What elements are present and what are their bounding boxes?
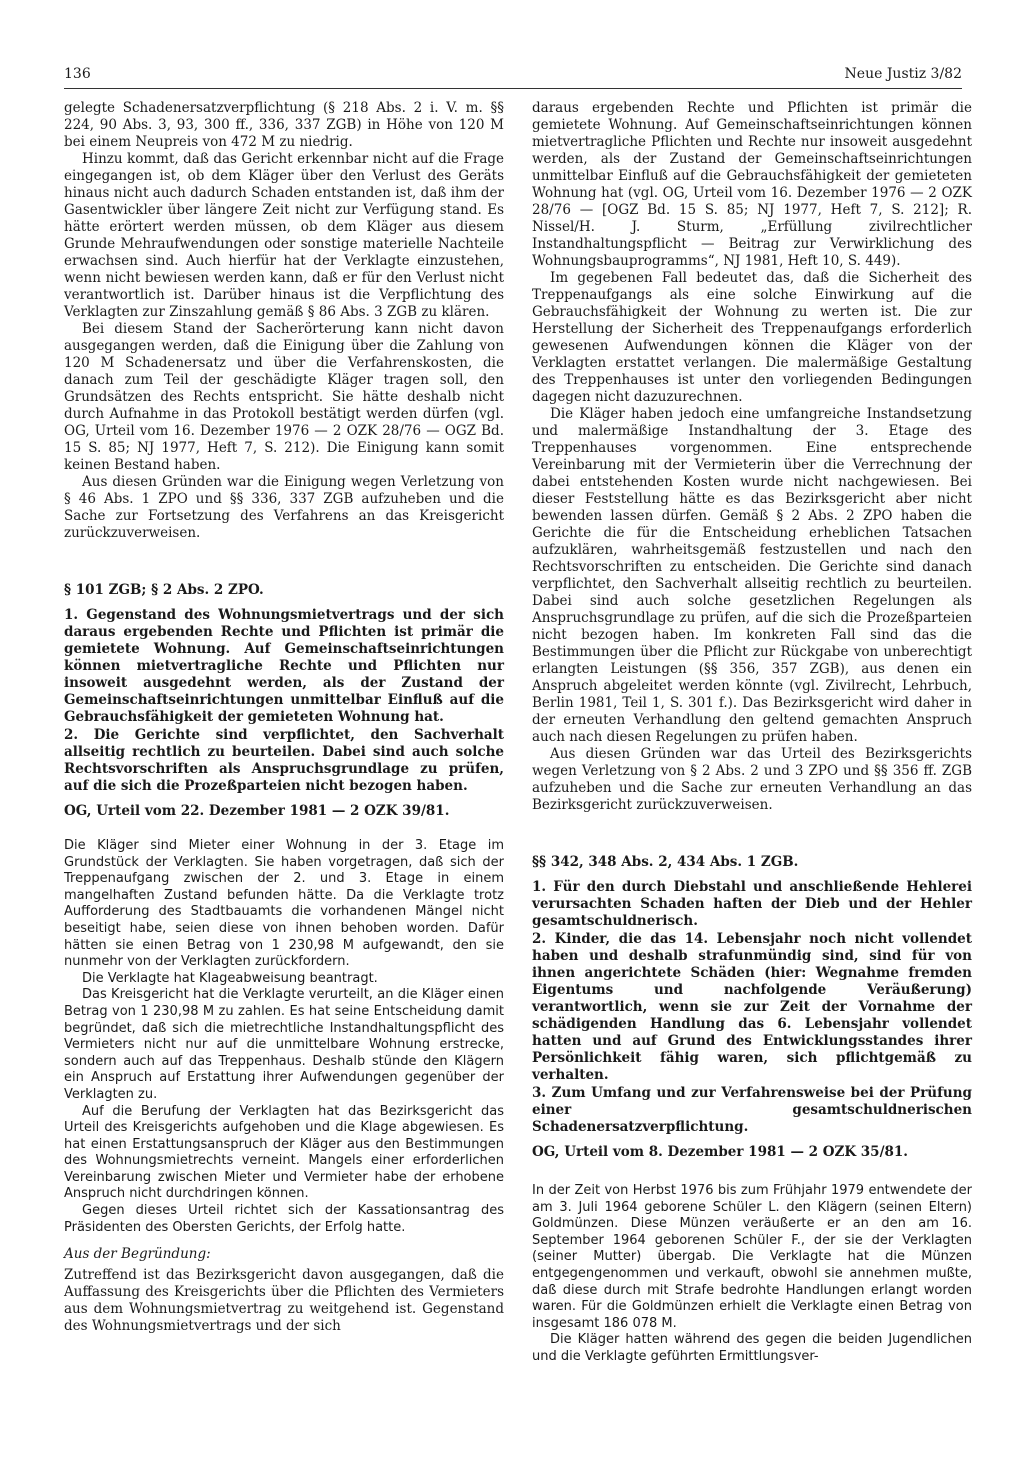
paragraph: Im gegebenen Fall bedeutet das, daß die Sicherheit des Treppenaufgangs als eine solche Einwirkung auf die Gebrauchsfähigkeit der Wohnung zu werten ist. Die zur Herstellung der Sicherheit des Treppenaufgangs erforderlich gewesenen Aufwendungen können die Kläger von der Verklagten erstattet verlangen. Die malermäßige Gestaltung des Treppenhauses ist unter den vorliegenden Bedingungen dagegen nicht dazuzurechnen.	[532, 270, 972, 405]
page-header	[64, 66, 962, 86]
paragraph: Aus diesen Gründen war die Einigung wegen Verletzung von § 46 Abs. 1 ZPO und §§ 336, 337 ZGB aufzuheben und die Sache zur Fortsetzung des Verfahrens an das Kreisgericht zurückzuverweisen.	[64, 474, 504, 541]
headnote: 1. Für den durch Diebstahl und anschließende Hehlerei verursachten Schaden haften der Dieb und der Hehler gesamtschuldnerisch.	[532, 879, 972, 929]
paragraph: Zutreffend ist das Bezirksgericht davon ausgegangen, daß die Auffassung des Kreisgerichts über die Pflichten des Vermieters aus dem Wohnungsmietvertrag zu weitgehend ist. Gegenstand des Wohnungsmietvertrags und der sich	[64, 1267, 504, 1335]
paragraph: Die Kläger hatten während des gegen die beiden Jugendlichen und die Verklagte geführten Ermittlungsver-	[532, 1332, 972, 1364]
paragraph: daraus ergebenden Rechte und Pflichten ist primär die gemietete Wohnung. Auf Gemeinschaftseinrichtungen können mietvertragliche Pflichten und Rechte nur insoweit ausgedehnt werden, als der Zustand der Gemeinschaftseinrichtungen unmittelbar Einfluß auf die Gebrauchsfähigkeit der gemieteten Wohnung hat (vgl. OG, Urteil vom 16. Dezember 1976 — 2 OZK 28/76 — [OGZ Bd. 15 S. 85; NJ 1977, Heft 7, S. 212]; R. Nissel/H. J. Sturm, „Erfüllung zivilrechtlicher Instandhaltungspflicht — Beitrag zur Verwirklichung des Wohnungsbauprogramms“, NJ 1981, Heft 10, S. 449).	[532, 100, 972, 269]
journal-issue: Neue Justiz 3/82	[844, 66, 962, 82]
headnote: 1. Gegenstand des Wohnungsmietvertrags und der sich daraus ergebenden Rechte und Pflichten ist primär die gemietete Wohnung. Auf Gemeinschaftseinrichtungen können mietvertragliche Rechte und Pflichten nur insoweit ausgedehnt werden, als der Zustand der Gemeinschaftseinrichtungen unmittelbar Einfluß auf die Gebrauchsfähigkeit der gemieteten Wohnung hat.	[64, 607, 504, 725]
paragraph: Die Kläger sind Mieter einer Wohnung in der 3. Etage im Grundstück der Verklagten. Sie haben vorgetragen, daß sich der Treppenaufgang zwischen der 2. und 3. Etage in einem mangelhaften Zustand befunden hätte. Da die Verklagte trotz Aufforderung des Stadtbauamts die vorhandenen Mängel nicht beseitigt habe, seien diese von ihnen behoben worden. Dafür hätten sie einen Betrag von 1 230,98 M aufgewandt, den sie nunmehr von der Verklagten zurückfordern.	[64, 838, 504, 970]
case-body	[532, 1183, 972, 1366]
legal-citation: §§ 342, 348 Abs. 2, 434 Abs. 1 ZGB.	[532, 854, 799, 870]
headnote: 2. Die Gerichte sind verpflichtet, den Sachverhalt allseitig rechtlich zu beurteilen. Dabei sind auch solche Rechtsvorschriften als Anspruchsgrundlage zu prüfen, auf die sich die Prozeßparteien nicht bezogen haben.	[64, 727, 504, 794]
paragraph: Die Kläger haben jedoch eine umfangreiche Instandsetzung und malermäßige Instandhaltung der 3. Etage des Treppenhauses vorgenommen. Eine entsprechende Vereinbarung mit der Vermieterin über die Verrechnung der dabei entstehenden Kosten wurde nicht nachgewiesen. Bei dieser Feststellung hätte es das Bezirksgericht aber nicht bewenden lassen dürfen. Gemäß § 2 Abs. 2 ZPO haben die Gerichte die für die Entscheidung erheblichen Tatsachen aufzuklären, wahrheitsgemäß festzustellen und nach den Rechtsvorschriften zu entscheiden. Die Gerichte sind danach verpflichtet, den Sachverhalt allseitig rechtlich zu beurteilen. Dabei sind auch solche gesetzlichen Regelungen als Anspruchsgrundlage zu prüfen, auf die sich die Prozeßparteien nicht bezogen haben. Im konkreten Fall sind das die Bestimmungen über die Pflicht zur Rückgabe von unberechtigt erlangten Leistungen (§§ 356, 357 ZGB), aus denen ein Anspruch abgeleitet werden könnte (vgl. Zivilrecht, Lehrbuch, Berlin 1981, Teil 1, S. 301 f.). Das Bezirksgericht wird daher in der erneuten Verhandlung den geltend gemachten Anspruch auch nach diesen Regelungen zu prüfen haben.	[532, 406, 972, 745]
paragraph: In der Zeit von Herbst 1976 bis zum Frühjahr 1979 entwendete der am 3. Juli 1964 geborene Schüler L. den Klägern (seinen Eltern) Goldmünzen. Diese Münzen veräußerte er an den am 16. September 1964 geborenen Schüler F., der sie der Verklagten (seiner Mutter) übergab. Die Verklagte hat die Münzen entgegengenommen und verkauft, obwohl sie annehmen mußte, daß diese durch mit Strafe bedrohte Handlungen erlangt worden waren. Für die Goldmünzen erhielt die Verklagte einen Betrag von insgesamt 186 078 M.	[532, 1183, 972, 1331]
reasoning-heading: Aus der Begründung:	[64, 1246, 211, 1263]
decision-reference: OG, Urteil vom 22. Dezember 1981 — 2 OZK 39/81.	[64, 803, 450, 819]
case-body	[64, 838, 504, 1236]
headnote: 3. Zum Umfang und zur Verfahrensweise bei der Prüfung einer gesamtschuldnerischen Schadenersatzverpflichtung.	[532, 1085, 972, 1135]
header-rule	[64, 88, 962, 89]
paragraph: Gegen dieses Urteil richtet sich der Kassationsantrag des Präsidenten des Obersten Gerichts, der Erfolg hatte.	[64, 1203, 504, 1235]
paragraph: Das Kreisgericht hat die Verklagte verurteilt, an die Kläger einen Betrag von 1 230,98 M zu zahlen. Es hat seine Entscheidung damit begründet, daß sich die mietrechtliche Instandhaltungspflicht des Vermieters nicht nur auf die unmittelbare Wohnung erstrecke, sondern auch auf das Treppenhaus. Deshalb stünde den Klägern ein Anspruch auf Erstattung ihrer Aufwendungen gegenüber der Verklagten zu.	[64, 987, 504, 1102]
paragraph: Hinzu kommt, daß das Gericht erkennbar nicht auf die Frage eingegangen ist, ob dem Kläger über den Verlust des Geräts hinaus nicht auch dadurch Schaden entstanden ist, daß ihm der Gasentwickler über längere Zeit nicht zur Verfügung stand. Es hätte erörtert werden müssen, ob dem Kläger aus diesem Grunde Mehraufwendungen oder sonstige materielle Nachteile erwachsen sind. Auch hierfür hat der Verklagte einzustehen, wenn nicht bewiesen werden kann, daß er für den Verlust nicht verantwortlich ist. Darüber hinaus ist die Verpflichtung des Verklagten zur Zinszahlung gemäß § 86 Abs. 3 ZGB zu klären.	[64, 151, 504, 320]
page-number: 136	[64, 66, 91, 82]
paragraph: Aus diesen Gründen war das Urteil des Bezirksgerichts wegen Verletzung von § 2 Abs. 2 und 3 ZPO und §§ 356 ff. ZGB aufzuheben und die Sache zur erneuten Verhandlung an das Bezirksgericht zurückzuverweisen.	[532, 746, 972, 813]
right-column	[532, 100, 972, 1366]
left-column	[64, 100, 504, 1335]
paragraph: Auf die Berufung der Verklagten hat das Bezirksgericht das Urteil des Kreisgerichts aufgehoben und die Klage abgewiesen. Es hat einen Erstattungsanspruch der Kläger aus den Bestimmungen des Wohnungsmietrechts verneint. Mangels einer erforderlichen Vereinbarung zwischen Mieter und Vermieter habe der erhobene Anspruch nicht durchdringen können.	[64, 1103, 504, 1202]
paragraph: Die Verklagte hat Klageabweisung beantragt.	[82, 970, 378, 986]
paragraph: gelegte Schadenersatzverpflichtung (§ 218 Abs. 2 i. V. m. §§ 224, 90 Abs. 3, 93, 300 ff., 336, 337 ZGB) in Höhe von 120 M bei einem Neupreis von 472 M zu niedrig.	[64, 100, 504, 150]
legal-citation: § 101 ZGB; § 2 Abs. 2 ZPO.	[64, 582, 264, 598]
decision-reference: OG, Urteil vom 8. Dezember 1981 — 2 OZK 35/81.	[532, 1144, 908, 1160]
paragraph: Bei diesem Stand der Sacherörterung kann nicht davon ausgegangen werden, daß die Einigung über die Zahlung von 120 M Schadenersatz und über die Verfahrenskosten, die danach zum Teil der geschädigte Kläger tragen soll, den Grundsätzen des Rechts entspricht. Sie hätte deshalb nicht durch Aufnahme in das Protokoll bestätigt werden dürfen (vgl. OG, Urteil vom 16. Dezember 1976 — 2 OZK 28/76 — OGZ Bd. 15 S. 85; NJ 1977, Heft 7, S. 212). Die Einigung kann somit keinen Bestand haben.	[64, 321, 504, 473]
headnote: 2. Kinder, die das 14. Lebensjahr noch nicht vollendet haben und deshalb strafunmündig sind, sind für von ihnen angerichtete Schäden (hier: Wegnahme fremden Eigentums und nachfolgende Veräußerung) verantwortlich, wenn sie zur Zeit der Vornahme der schädigenden Handlung das 6. Lebensjahr vollendet hatten und auf Grund des Entwicklungsstandes ihrer Persönlichkeit fähig waren, sich pflichtgemäß zu verhalten.	[532, 931, 972, 1083]
